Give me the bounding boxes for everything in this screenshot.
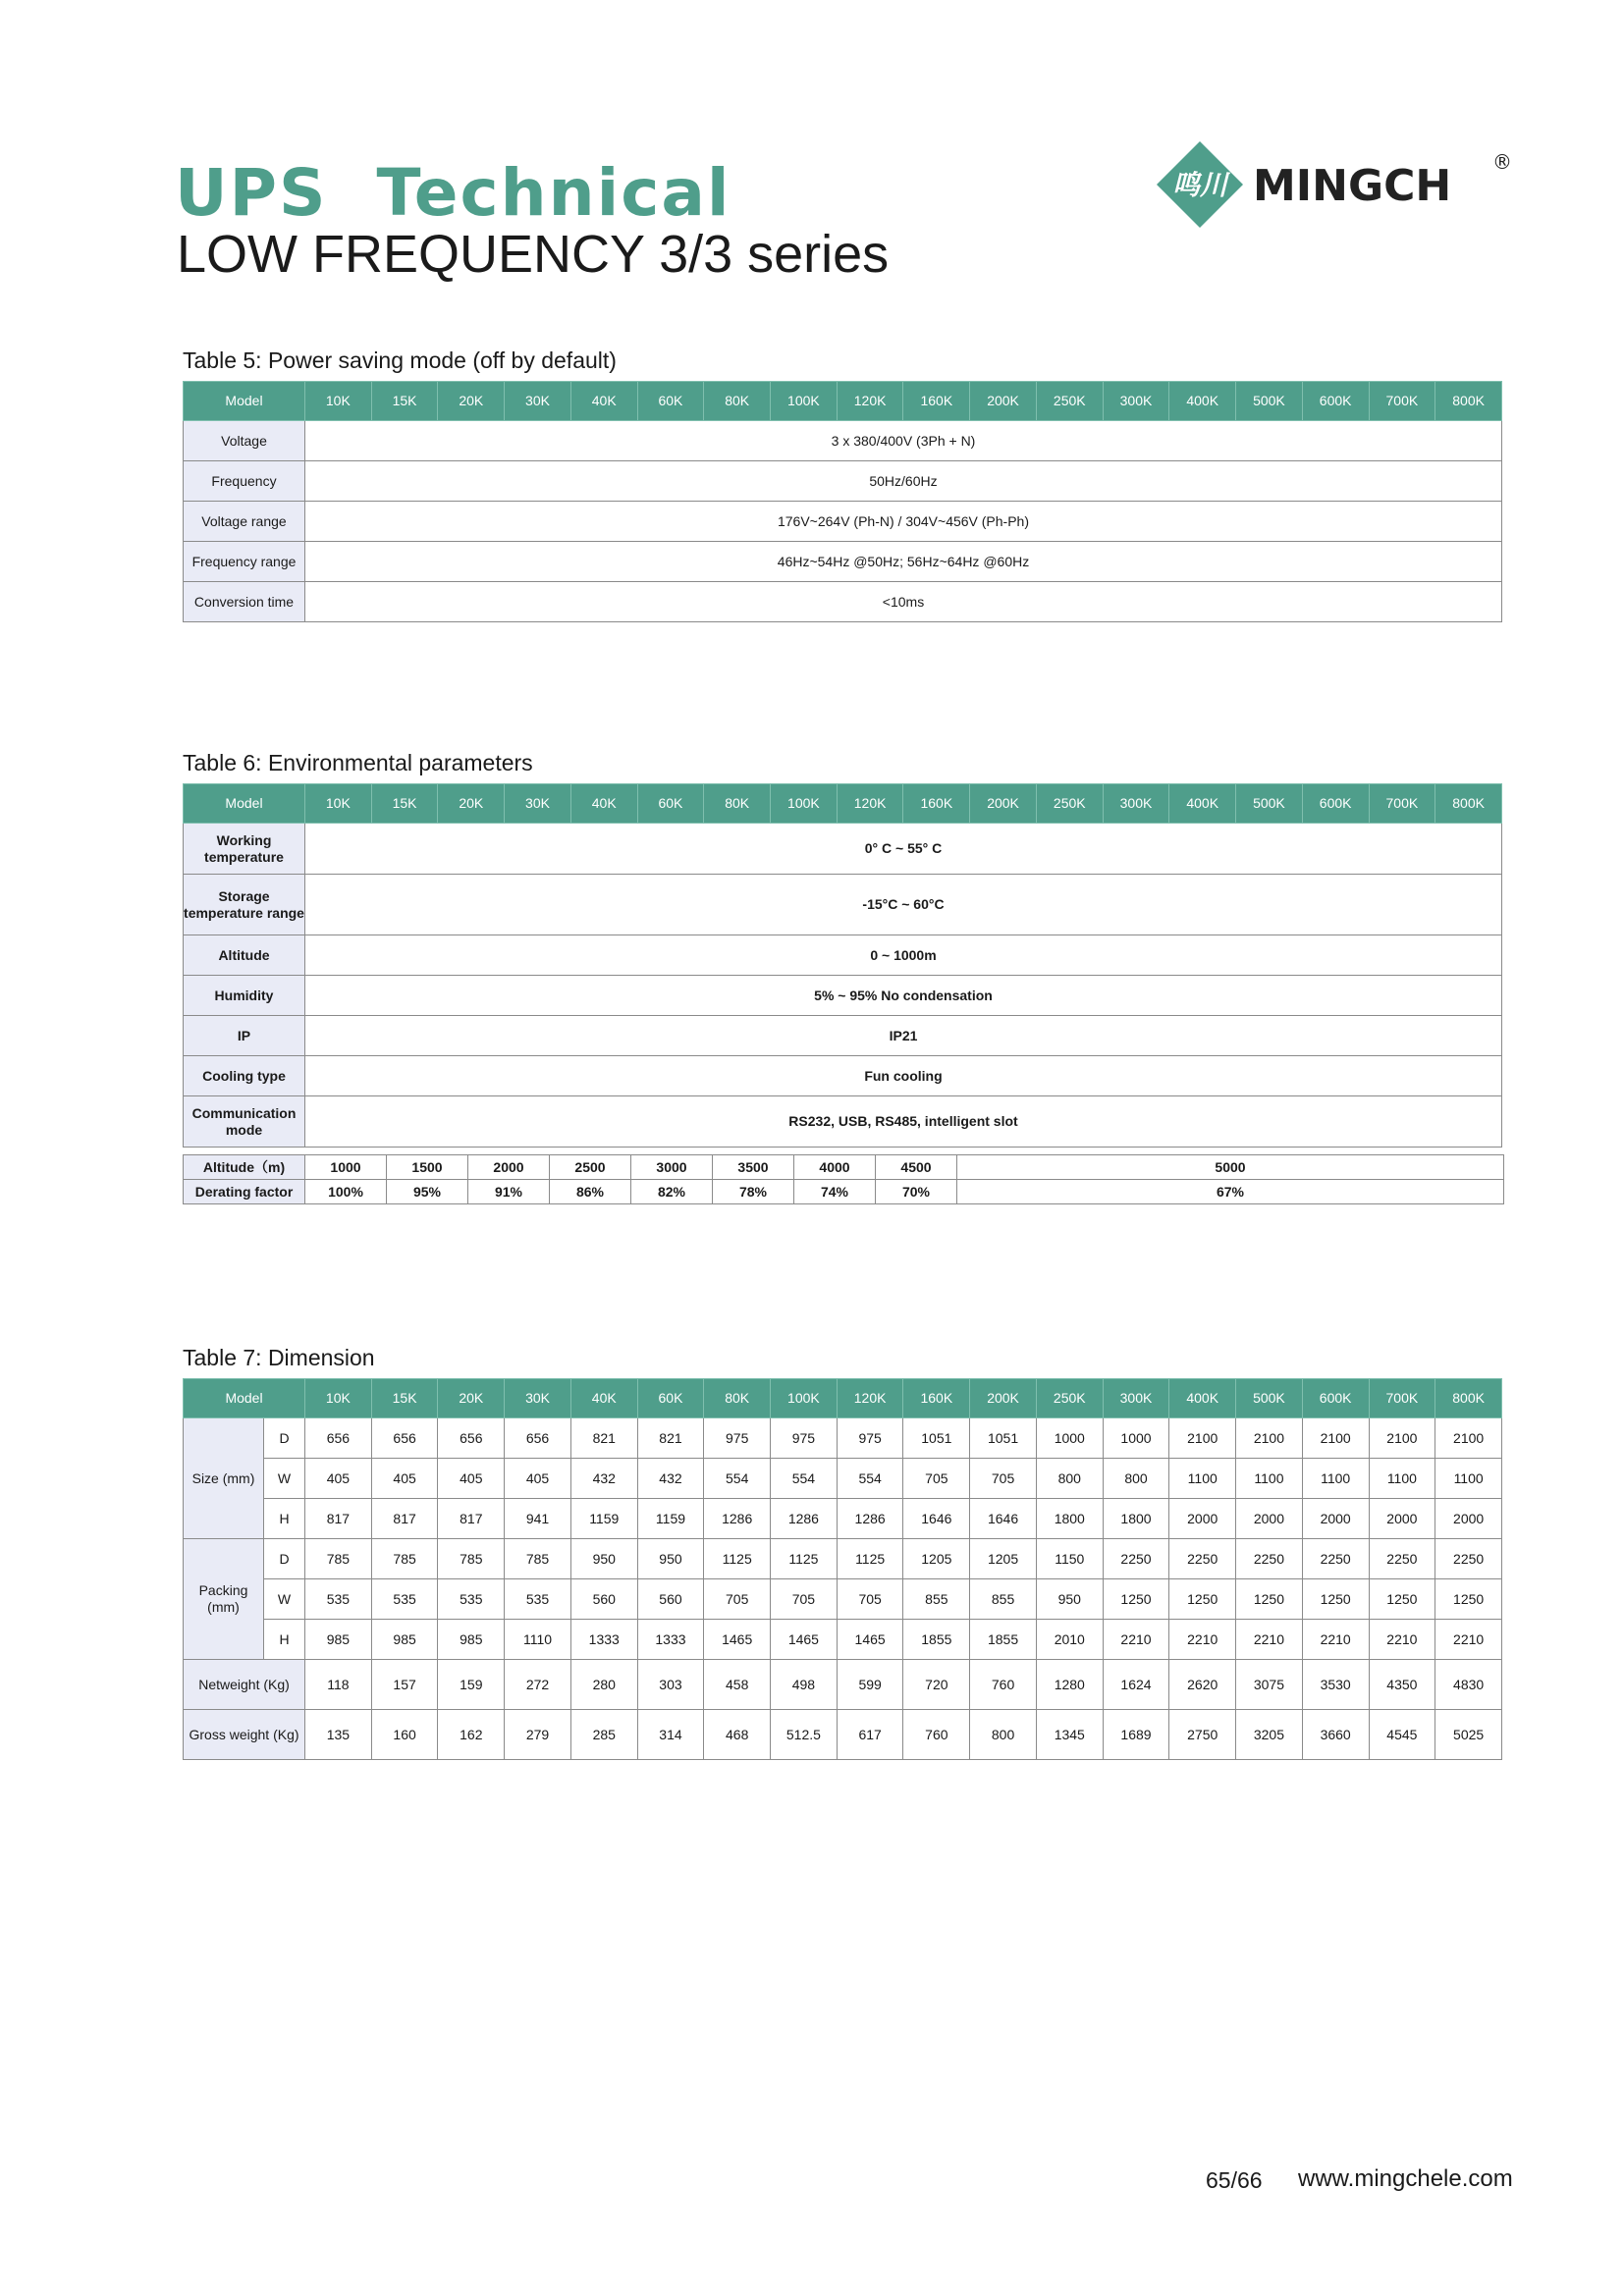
table-cell: 1100 bbox=[1435, 1459, 1502, 1499]
table-cell: 656 bbox=[305, 1418, 372, 1459]
table-cell: 2100 bbox=[1435, 1418, 1502, 1459]
table-cell: 1286 bbox=[837, 1499, 903, 1539]
table-row bbox=[184, 1096, 1502, 1148]
model-header-cell: 120K bbox=[837, 784, 903, 824]
model-header-cell: 80K bbox=[704, 1379, 771, 1418]
table-cell: 941 bbox=[505, 1499, 571, 1539]
model-header-cell: 160K bbox=[903, 784, 970, 824]
model-header-cell: 600K bbox=[1302, 1379, 1369, 1418]
altitude-value: 2500 bbox=[550, 1155, 631, 1180]
table-cell: 821 bbox=[570, 1418, 637, 1459]
table-cell: 1465 bbox=[837, 1620, 903, 1660]
website-url: www.mingchele.com bbox=[1298, 2165, 1513, 2192]
table-cell: 4830 bbox=[1435, 1660, 1502, 1710]
row-value: 3 x 380/400V (3Ph + N) bbox=[305, 421, 1502, 461]
table-cell: 2210 bbox=[1369, 1620, 1435, 1660]
weight-label: Netweight (Kg) bbox=[184, 1660, 305, 1710]
table-cell: 2250 bbox=[1369, 1539, 1435, 1579]
table-cell: 2620 bbox=[1169, 1660, 1236, 1710]
model-header-cell: 10K bbox=[305, 784, 372, 824]
table-row bbox=[184, 875, 1502, 935]
row-label: Frequency bbox=[184, 461, 305, 502]
row-value: 0° C ~ 55° C bbox=[305, 824, 1502, 875]
table-cell: 2210 bbox=[1103, 1620, 1169, 1660]
model-header-cell: 30K bbox=[505, 1379, 571, 1418]
table-cell: 2250 bbox=[1169, 1539, 1236, 1579]
table-cell: 2100 bbox=[1302, 1418, 1369, 1459]
table-cell: 1100 bbox=[1369, 1459, 1435, 1499]
model-header-cell: 250K bbox=[1036, 1379, 1103, 1418]
table-cell: 785 bbox=[505, 1539, 571, 1579]
row-label: Frequency range bbox=[184, 542, 305, 582]
model-header-cell: 300K bbox=[1103, 382, 1169, 421]
table-cell: 535 bbox=[505, 1579, 571, 1620]
table-cell: 285 bbox=[570, 1710, 637, 1760]
table-cell: 554 bbox=[704, 1459, 771, 1499]
table-cell: 1100 bbox=[1236, 1459, 1303, 1499]
model-header-cell: 60K bbox=[637, 1379, 704, 1418]
derating-factor-label: Derating factor bbox=[184, 1180, 305, 1204]
table-cell: 1646 bbox=[970, 1499, 1037, 1539]
row-label: Storage temperature range bbox=[184, 875, 305, 935]
table-cell: 468 bbox=[704, 1710, 771, 1760]
model-header-cell: 15K bbox=[371, 382, 438, 421]
table-row bbox=[184, 461, 1502, 502]
table-cell: 3075 bbox=[1236, 1660, 1303, 1710]
dimension-label: W bbox=[264, 1579, 305, 1620]
row-label: Communication mode bbox=[184, 1096, 305, 1148]
model-header-cell: 800K bbox=[1435, 382, 1502, 421]
table-cell: 1150 bbox=[1036, 1539, 1103, 1579]
table-cell: 975 bbox=[704, 1418, 771, 1459]
table-cell: 705 bbox=[771, 1579, 838, 1620]
table-cell: 432 bbox=[570, 1459, 637, 1499]
dimension-label: H bbox=[264, 1499, 305, 1539]
altitude-value: 5000 bbox=[957, 1155, 1504, 1180]
derating-factor-value: 100% bbox=[305, 1180, 387, 1204]
table-cell: 817 bbox=[438, 1499, 505, 1539]
row-value: IP21 bbox=[305, 1016, 1502, 1056]
table-cell: 1250 bbox=[1103, 1579, 1169, 1620]
model-header-label: Model bbox=[184, 382, 305, 421]
table-cell: 1286 bbox=[704, 1499, 771, 1539]
table-cell: 656 bbox=[438, 1418, 505, 1459]
altitude-value: 3000 bbox=[631, 1155, 713, 1180]
row-label: IP bbox=[184, 1016, 305, 1056]
altitude-value: 3500 bbox=[713, 1155, 794, 1180]
table-cell: 1125 bbox=[771, 1539, 838, 1579]
table-cell: 656 bbox=[505, 1418, 571, 1459]
table-cell: 135 bbox=[305, 1710, 372, 1760]
table-cell: 760 bbox=[970, 1660, 1037, 1710]
model-header-cell: 500K bbox=[1236, 784, 1303, 824]
derating-factor-value: 70% bbox=[876, 1180, 957, 1204]
model-header-cell: 120K bbox=[837, 382, 903, 421]
model-header-cell: 40K bbox=[570, 382, 637, 421]
table-row bbox=[184, 1499, 1502, 1539]
model-header-cell: 400K bbox=[1169, 382, 1236, 421]
model-header-cell: 40K bbox=[570, 784, 637, 824]
table-cell: 1465 bbox=[771, 1620, 838, 1660]
table7-caption: Table 7: Dimension bbox=[183, 1345, 375, 1370]
table-cell: 1125 bbox=[837, 1539, 903, 1579]
model-header-cell: 80K bbox=[704, 784, 771, 824]
table-cell: 560 bbox=[637, 1579, 704, 1620]
table-cell: 705 bbox=[970, 1459, 1037, 1499]
table-cell: 2250 bbox=[1302, 1539, 1369, 1579]
row-value: Fun cooling bbox=[305, 1056, 1502, 1096]
page-number: 65/66 bbox=[1206, 2167, 1263, 2193]
table-cell: 985 bbox=[438, 1620, 505, 1660]
table-cell: 405 bbox=[438, 1459, 505, 1499]
table-cell: 4545 bbox=[1369, 1710, 1435, 1760]
table-cell: 2250 bbox=[1103, 1539, 1169, 1579]
table-cell: 1051 bbox=[970, 1418, 1037, 1459]
table-cell: 280 bbox=[570, 1660, 637, 1710]
model-header-label: Model bbox=[184, 784, 305, 824]
table-cell: 617 bbox=[837, 1710, 903, 1760]
altitude-value: 4500 bbox=[876, 1155, 957, 1180]
model-header-cell: 500K bbox=[1236, 1379, 1303, 1418]
row-value: 0 ~ 1000m bbox=[305, 935, 1502, 976]
model-header-cell: 250K bbox=[1036, 784, 1103, 824]
model-header-cell: 800K bbox=[1435, 1379, 1502, 1418]
table-cell: 2210 bbox=[1169, 1620, 1236, 1660]
model-header-cell: 700K bbox=[1369, 784, 1435, 824]
derating-table bbox=[183, 1154, 1504, 1204]
table-row bbox=[184, 1459, 1502, 1499]
model-header-cell: 250K bbox=[1036, 382, 1103, 421]
table-cell: 855 bbox=[903, 1579, 970, 1620]
model-header-cell: 100K bbox=[771, 382, 838, 421]
table-cell: 1000 bbox=[1036, 1418, 1103, 1459]
page-subtitle: LOW FREQUENCY 3/3 series bbox=[177, 225, 890, 284]
model-header-cell: 300K bbox=[1103, 1379, 1169, 1418]
model-header-cell: 20K bbox=[438, 784, 505, 824]
table-cell: 785 bbox=[438, 1539, 505, 1579]
table-cell: 498 bbox=[771, 1660, 838, 1710]
table-cell: 5025 bbox=[1435, 1710, 1502, 1760]
table-row bbox=[184, 1710, 1502, 1760]
table-cell: 1286 bbox=[771, 1499, 838, 1539]
table-cell: 1250 bbox=[1302, 1579, 1369, 1620]
table-cell: 160 bbox=[371, 1710, 438, 1760]
table-cell: 3205 bbox=[1236, 1710, 1303, 1760]
model-header-cell: 200K bbox=[970, 1379, 1037, 1418]
table-cell: 1250 bbox=[1369, 1579, 1435, 1620]
table-cell: 785 bbox=[371, 1539, 438, 1579]
row-label: Cooling type bbox=[184, 1056, 305, 1096]
table-cell: 975 bbox=[837, 1418, 903, 1459]
model-header-cell: 160K bbox=[903, 382, 970, 421]
model-header-cell: 60K bbox=[637, 784, 704, 824]
table-cell: 159 bbox=[438, 1660, 505, 1710]
table-cell: 2210 bbox=[1302, 1620, 1369, 1660]
table-cell: 705 bbox=[837, 1579, 903, 1620]
table-cell: 535 bbox=[438, 1579, 505, 1620]
table-cell: 1800 bbox=[1103, 1499, 1169, 1539]
model-header-cell: 300K bbox=[1103, 784, 1169, 824]
table-cell: 4350 bbox=[1369, 1660, 1435, 1710]
page-title: UPS Technical bbox=[175, 155, 731, 231]
table-cell: 1250 bbox=[1435, 1579, 1502, 1620]
table-row bbox=[184, 542, 1502, 582]
table-cell: 705 bbox=[704, 1579, 771, 1620]
table-cell: 118 bbox=[305, 1660, 372, 1710]
group-label: Size (mm) bbox=[184, 1418, 264, 1539]
group-label: Packing (mm) bbox=[184, 1539, 264, 1660]
table-cell: 303 bbox=[637, 1660, 704, 1710]
table-cell: 2210 bbox=[1435, 1620, 1502, 1660]
model-header-cell: 600K bbox=[1302, 382, 1369, 421]
model-header-cell: 20K bbox=[438, 1379, 505, 1418]
table-cell: 1250 bbox=[1236, 1579, 1303, 1620]
table-cell: 1624 bbox=[1103, 1660, 1169, 1710]
table-cell: 2010 bbox=[1036, 1620, 1103, 1660]
table-cell: 1855 bbox=[903, 1620, 970, 1660]
row-label: Conversion time bbox=[184, 582, 305, 622]
row-value: 176V~264V (Ph-N) / 304V~456V (Ph-Ph) bbox=[305, 502, 1502, 542]
model-header-cell: 700K bbox=[1369, 382, 1435, 421]
logo-text: MINGCH bbox=[1253, 161, 1452, 211]
table-cell: 314 bbox=[637, 1710, 704, 1760]
model-header-cell: 30K bbox=[505, 382, 571, 421]
model-header-cell: 10K bbox=[305, 1379, 372, 1418]
table-row bbox=[184, 1539, 1502, 1579]
row-label: Humidity bbox=[184, 976, 305, 1016]
table-cell: 1333 bbox=[570, 1620, 637, 1660]
row-value: -15°C ~ 60°C bbox=[305, 875, 1502, 935]
table-cell: 1465 bbox=[704, 1620, 771, 1660]
table-cell: 162 bbox=[438, 1710, 505, 1760]
table-cell: 2100 bbox=[1236, 1418, 1303, 1459]
table-cell: 950 bbox=[570, 1539, 637, 1579]
table-cell: 1110 bbox=[505, 1620, 571, 1660]
model-header-cell: 80K bbox=[704, 382, 771, 421]
table-cell: 1280 bbox=[1036, 1660, 1103, 1710]
table-cell: 2000 bbox=[1236, 1499, 1303, 1539]
row-label: Voltage range bbox=[184, 502, 305, 542]
table-cell: 705 bbox=[903, 1459, 970, 1499]
table-row bbox=[184, 976, 1502, 1016]
table-cell: 1159 bbox=[637, 1499, 704, 1539]
row-label: Altitude bbox=[184, 935, 305, 976]
table-cell: 3530 bbox=[1302, 1660, 1369, 1710]
table-cell: 2100 bbox=[1369, 1418, 1435, 1459]
table-cell: 975 bbox=[771, 1418, 838, 1459]
model-header-cell: 10K bbox=[305, 382, 372, 421]
table-cell: 720 bbox=[903, 1660, 970, 1710]
table-cell: 1250 bbox=[1169, 1579, 1236, 1620]
table-cell: 1205 bbox=[970, 1539, 1037, 1579]
table-cell: 1646 bbox=[903, 1499, 970, 1539]
dimension-label: D bbox=[264, 1418, 305, 1459]
table-cell: 2000 bbox=[1302, 1499, 1369, 1539]
altitude-value: 1000 bbox=[305, 1155, 387, 1180]
table-row bbox=[184, 1620, 1502, 1660]
table-cell: 855 bbox=[970, 1579, 1037, 1620]
altitude-value: 1500 bbox=[387, 1155, 468, 1180]
weight-label: Gross weight (Kg) bbox=[184, 1710, 305, 1760]
table-cell: 2000 bbox=[1435, 1499, 1502, 1539]
table-cell: 1100 bbox=[1169, 1459, 1236, 1499]
model-header-cell: 15K bbox=[371, 1379, 438, 1418]
table-row bbox=[184, 582, 1502, 622]
model-header-cell: 100K bbox=[771, 1379, 838, 1418]
table-cell: 432 bbox=[637, 1459, 704, 1499]
table-cell: 2000 bbox=[1169, 1499, 1236, 1539]
table-cell: 2250 bbox=[1435, 1539, 1502, 1579]
table-cell: 535 bbox=[305, 1579, 372, 1620]
table-cell: 800 bbox=[1103, 1459, 1169, 1499]
model-header-cell: 60K bbox=[637, 382, 704, 421]
table-row bbox=[184, 421, 1502, 461]
row-value: 5% ~ 95% No condensation bbox=[305, 976, 1502, 1016]
logo-mark-text: 鸣川 bbox=[1171, 169, 1228, 201]
table-row bbox=[184, 502, 1502, 542]
table-cell: 785 bbox=[305, 1539, 372, 1579]
derating-factor-value: 74% bbox=[794, 1180, 876, 1204]
model-header-cell: 600K bbox=[1302, 784, 1369, 824]
table-cell: 760 bbox=[903, 1710, 970, 1760]
row-value: 50Hz/60Hz bbox=[305, 461, 1502, 502]
table-cell: 656 bbox=[371, 1418, 438, 1459]
table-cell: 1159 bbox=[570, 1499, 637, 1539]
table-cell: 560 bbox=[570, 1579, 637, 1620]
table-row bbox=[184, 1056, 1502, 1096]
model-header-cell: 400K bbox=[1169, 1379, 1236, 1418]
table-cell: 950 bbox=[637, 1539, 704, 1579]
derating-factor-value: 78% bbox=[713, 1180, 794, 1204]
table-row bbox=[184, 1579, 1502, 1620]
derating-factor-value: 95% bbox=[387, 1180, 468, 1204]
model-header-cell: 500K bbox=[1236, 382, 1303, 421]
altitude-value: 4000 bbox=[794, 1155, 876, 1180]
altitude-value: 2000 bbox=[468, 1155, 550, 1180]
model-header-cell: 20K bbox=[438, 382, 505, 421]
table-cell: 554 bbox=[771, 1459, 838, 1499]
row-value: <10ms bbox=[305, 582, 1502, 622]
table5-caption: Table 5: Power saving mode (off by default) bbox=[183, 347, 617, 373]
table-cell: 1000 bbox=[1103, 1418, 1169, 1459]
table-cell: 950 bbox=[1036, 1579, 1103, 1620]
model-header-cell: 15K bbox=[371, 784, 438, 824]
table-cell: 2250 bbox=[1236, 1539, 1303, 1579]
table-cell: 279 bbox=[505, 1710, 571, 1760]
table-cell: 1205 bbox=[903, 1539, 970, 1579]
table6-caption: Table 6: Environmental parameters bbox=[183, 750, 533, 775]
table-cell: 821 bbox=[637, 1418, 704, 1459]
table-cell: 2000 bbox=[1369, 1499, 1435, 1539]
environmental-table bbox=[183, 783, 1502, 1148]
table-cell: 554 bbox=[837, 1459, 903, 1499]
model-header-cell: 30K bbox=[505, 784, 571, 824]
table-cell: 985 bbox=[305, 1620, 372, 1660]
table-cell: 817 bbox=[371, 1499, 438, 1539]
table-cell: 157 bbox=[371, 1660, 438, 1710]
model-header-cell: 160K bbox=[903, 1379, 970, 1418]
table-row bbox=[184, 1418, 1502, 1459]
table-cell: 1333 bbox=[637, 1620, 704, 1660]
table-cell: 1800 bbox=[1036, 1499, 1103, 1539]
logo-registered: ® bbox=[1492, 150, 1512, 174]
table-cell: 1689 bbox=[1103, 1710, 1169, 1760]
dimension-label: W bbox=[264, 1459, 305, 1499]
table-cell: 512.5 bbox=[771, 1710, 838, 1760]
table-cell: 1345 bbox=[1036, 1710, 1103, 1760]
model-header-cell: 800K bbox=[1435, 784, 1502, 824]
altitude-label: Altitude（m) bbox=[184, 1155, 305, 1180]
table-cell: 1100 bbox=[1302, 1459, 1369, 1499]
derating-factor-value: 82% bbox=[631, 1180, 713, 1204]
model-header-cell: 700K bbox=[1369, 1379, 1435, 1418]
model-header-label: Model bbox=[184, 1379, 305, 1418]
dimension-label: H bbox=[264, 1620, 305, 1660]
row-value: RS232, USB, RS485, intelligent slot bbox=[305, 1096, 1502, 1148]
model-header-cell: 200K bbox=[970, 382, 1037, 421]
table-cell: 599 bbox=[837, 1660, 903, 1710]
table-cell: 405 bbox=[371, 1459, 438, 1499]
table-cell: 2750 bbox=[1169, 1710, 1236, 1760]
table-cell: 1855 bbox=[970, 1620, 1037, 1660]
table-row bbox=[184, 1016, 1502, 1056]
mingch-logo bbox=[1155, 139, 1518, 230]
table-cell: 985 bbox=[371, 1620, 438, 1660]
model-header-cell: 40K bbox=[570, 1379, 637, 1418]
table-cell: 3660 bbox=[1302, 1710, 1369, 1760]
power-saving-table bbox=[183, 381, 1502, 622]
table-cell: 800 bbox=[1036, 1459, 1103, 1499]
derating-factor-value: 86% bbox=[550, 1180, 631, 1204]
table-cell: 1051 bbox=[903, 1418, 970, 1459]
model-header-cell: 120K bbox=[837, 1379, 903, 1418]
model-header-cell: 400K bbox=[1169, 784, 1236, 824]
derating-factor-value: 91% bbox=[468, 1180, 550, 1204]
table-row bbox=[184, 1660, 1502, 1710]
table-cell: 405 bbox=[505, 1459, 571, 1499]
table-cell: 817 bbox=[305, 1499, 372, 1539]
table-cell: 272 bbox=[505, 1660, 571, 1710]
model-header-cell: 200K bbox=[970, 784, 1037, 824]
row-label: Voltage bbox=[184, 421, 305, 461]
table-row bbox=[184, 935, 1502, 976]
table-cell: 800 bbox=[970, 1710, 1037, 1760]
dimension-label: D bbox=[264, 1539, 305, 1579]
row-value: 46Hz~54Hz @50Hz; 56Hz~64Hz @60Hz bbox=[305, 542, 1502, 582]
table-cell: 2210 bbox=[1236, 1620, 1303, 1660]
derating-factor-value: 67% bbox=[957, 1180, 1504, 1204]
table-cell: 2100 bbox=[1169, 1418, 1236, 1459]
dimension-table bbox=[183, 1378, 1502, 1760]
table-cell: 535 bbox=[371, 1579, 438, 1620]
table-cell: 405 bbox=[305, 1459, 372, 1499]
table-cell: 458 bbox=[704, 1660, 771, 1710]
table-cell: 1125 bbox=[704, 1539, 771, 1579]
table-row bbox=[184, 824, 1502, 875]
model-header-cell: 100K bbox=[771, 784, 838, 824]
row-label: Working temperature bbox=[184, 824, 305, 875]
